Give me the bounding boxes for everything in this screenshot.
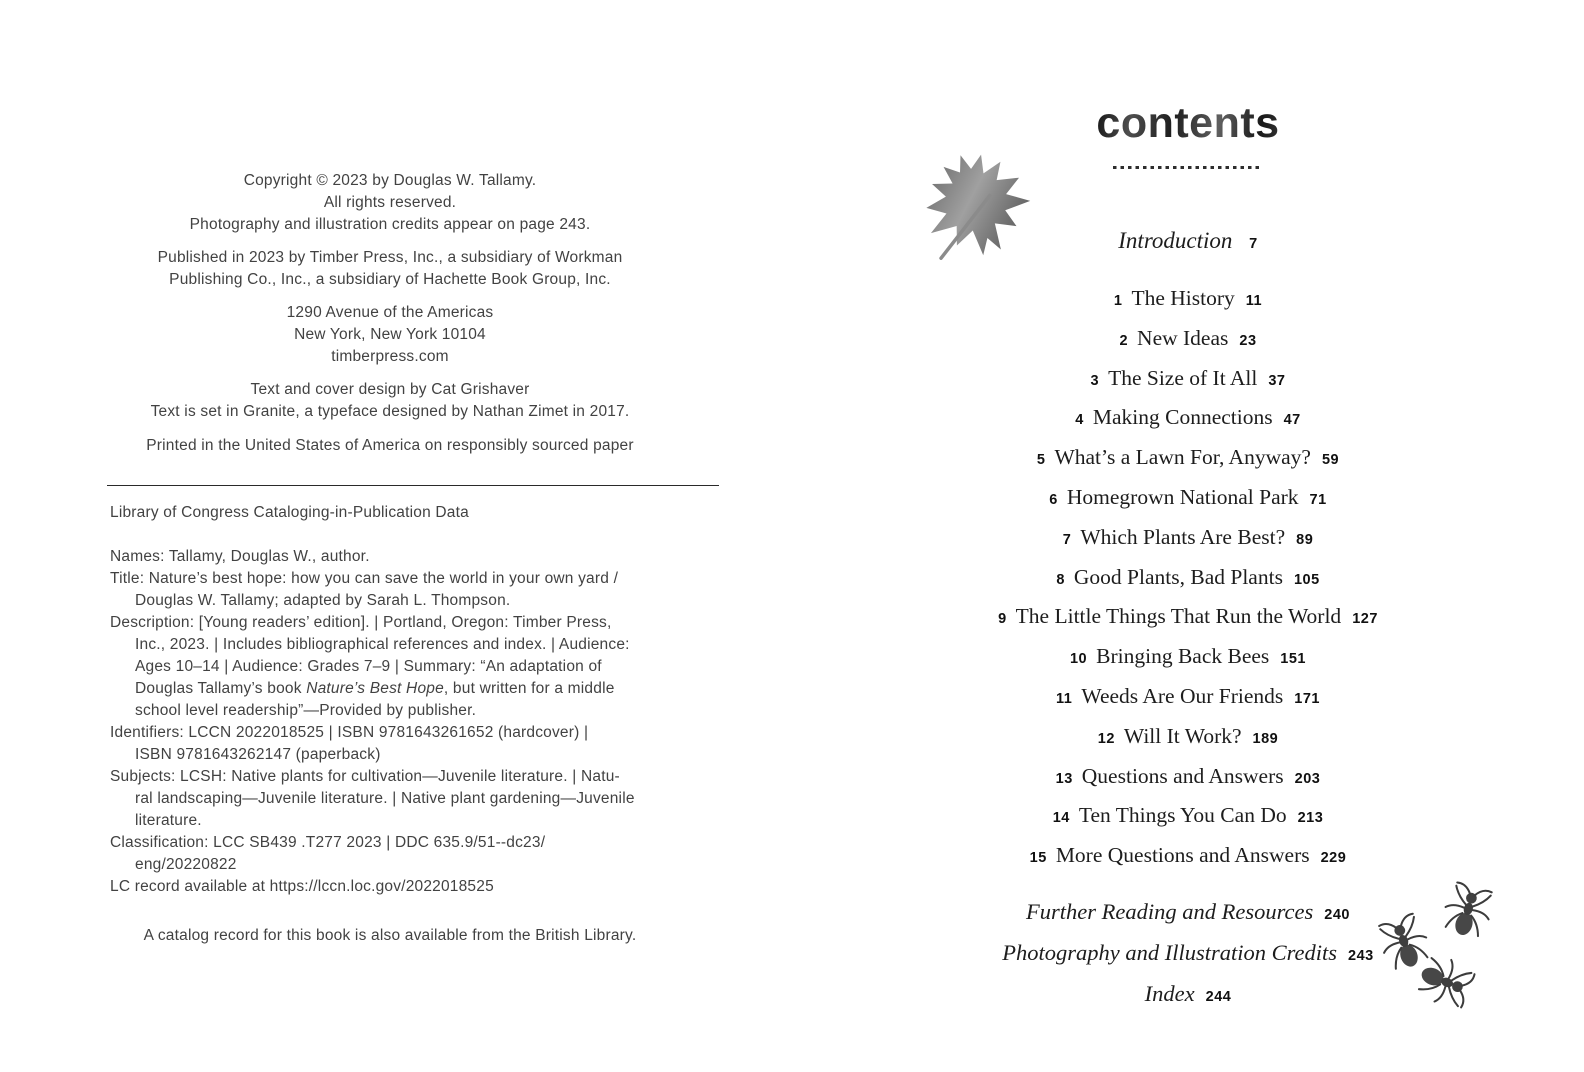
- text-line: 1290 Avenue of the Americas: [286, 304, 494, 321]
- chapter-title: Weeds Are Our Friends: [1081, 683, 1284, 708]
- book-title-italic: Nature’s Best Hope: [306, 680, 444, 697]
- chapter-number: 2: [1119, 332, 1129, 349]
- chapter-title: More Questions and Answers: [1055, 843, 1310, 868]
- chapter-title: Good Plants, Bad Plants: [1073, 564, 1283, 589]
- endmatter-page: 243: [1348, 947, 1374, 964]
- chapter-page: 59: [1321, 452, 1340, 469]
- lc-line: [110, 700, 670, 722]
- endmatter-title: Index: [1144, 980, 1195, 1006]
- chapter-page: 189: [1252, 730, 1279, 747]
- chapter-number: 3: [1090, 372, 1100, 389]
- chapter-title: The Size of It All: [1108, 365, 1258, 390]
- lc-text: Classification: LCC SB439 .T277 2023 | DDC 635.9/51--dc23/: [110, 834, 546, 851]
- toc-chapter-row: [792, 758, 1584, 798]
- chapter-page: 229: [1320, 850, 1347, 867]
- chapter-title: Questions and Answers: [1081, 763, 1284, 788]
- chapter-number: 15: [1029, 850, 1047, 867]
- chapter-number: 1: [1113, 293, 1123, 309]
- chapter-number: 6: [1049, 491, 1058, 508]
- chapter-page: 71: [1309, 491, 1327, 508]
- chapter-page: 171: [1294, 690, 1320, 707]
- toc-chapter-row: [792, 399, 1584, 439]
- lc-text: Title: Nature’s best hope: how you can save the world in your own yard /: [110, 570, 619, 587]
- chapter-list: [792, 280, 1584, 877]
- toc-chapter-row: [792, 320, 1584, 360]
- toc-chapter-row: [792, 678, 1584, 718]
- lc-line: [110, 744, 670, 766]
- toc-chapter-row: [792, 280, 1584, 320]
- lc-line: [110, 656, 670, 678]
- chapter-page: 203: [1294, 770, 1321, 787]
- chapter-title: New Ideas: [1137, 325, 1229, 350]
- address-block: [110, 302, 670, 368]
- text-line: Text is set in Granite, a typeface designed by Nathan Zimet in 2017.: [150, 403, 630, 420]
- chapter-page: 23: [1239, 332, 1257, 349]
- printed-line: Printed in the United States of America on responsibly sourced paper: [146, 437, 634, 454]
- text-line: New York, New York 10104: [294, 326, 486, 343]
- text-line: Published in 2023 by Timber Press, Inc., a subsidiary of Workman: [157, 249, 623, 266]
- lc-line: [110, 788, 670, 810]
- lc-text: , but written for a middle: [443, 680, 615, 697]
- chapter-number: 10: [1069, 651, 1088, 668]
- lc-line: [110, 612, 670, 634]
- british-library-line: A catalog record for this book is also available from the British Library.: [143, 927, 637, 944]
- publisher-block: [110, 247, 670, 291]
- lc-cataloging-block: [110, 546, 670, 898]
- toc-chapter-row: [792, 559, 1584, 599]
- chapter-page: 89: [1296, 531, 1314, 548]
- chapter-number: 7: [1062, 531, 1072, 548]
- chapter-number: 8: [1056, 571, 1065, 588]
- text-line: Photography and illustration credits appear on page 243.: [189, 216, 591, 233]
- chapter-title: Making Connections: [1092, 405, 1273, 430]
- chapter-number: 14: [1052, 810, 1070, 827]
- text-line: Publishing Co., Inc., a subsidiary of Hachette Book Group, Inc.: [169, 271, 611, 288]
- lc-line: [110, 722, 670, 744]
- chapter-number: 11: [1056, 690, 1073, 707]
- chapter-page: 151: [1280, 651, 1306, 668]
- lc-line: [110, 832, 670, 854]
- horizontal-rule: [107, 485, 719, 486]
- lc-text: Identifiers: LCCN 2022018525 | ISBN 9781643261652 (hardcover) |: [110, 724, 589, 741]
- chapter-number: 5: [1036, 452, 1046, 469]
- chapter-page: 127: [1352, 611, 1378, 628]
- lc-line: [110, 590, 670, 612]
- page-title: contents: [1096, 99, 1280, 147]
- chapter-page: 47: [1283, 412, 1301, 429]
- toc-chapter-row: [792, 638, 1584, 678]
- chapter-page: 105: [1293, 571, 1320, 588]
- lc-text: LC record available at https://lccn.loc.gov/2022018525: [110, 878, 494, 895]
- chapter-title: Will It Work?: [1123, 723, 1242, 748]
- toc-chapter-row: [792, 718, 1584, 758]
- lc-text: Ages 10–14 | Audience: Grades 7–9 | Summary: “An adaptation of: [135, 658, 602, 675]
- chapter-title: Ten Things You Can Do: [1078, 803, 1287, 828]
- chapter-title: Which Plants Are Best?: [1080, 524, 1286, 549]
- chapter-title: What’s a Lawn For, Anyway?: [1054, 445, 1311, 470]
- toc-chapter-row: [792, 797, 1584, 837]
- text-line: Text and cover design by Cat Grishaver: [250, 381, 530, 398]
- chapter-page: 11: [1245, 293, 1263, 309]
- toc-chapter-row: [792, 360, 1584, 400]
- chapter-title: Homegrown National Park: [1066, 484, 1299, 509]
- lc-text: Douglas Tallamy’s book: [135, 680, 307, 697]
- lc-text: literature.: [135, 812, 202, 829]
- ants-icon: [1368, 866, 1528, 1036]
- chapter-title: The Little Things That Run the World: [1015, 604, 1342, 629]
- chapter-title: The History: [1131, 286, 1235, 310]
- toc-chapter-row: [792, 479, 1584, 519]
- lc-text: school level readership”—Provided by publisher.: [135, 702, 477, 719]
- lc-text: Inc., 2023. | Includes bibliographical references and index. | Audience:: [135, 636, 630, 653]
- toc-entry-label: Introduction: [1118, 228, 1233, 253]
- lc-text: Douglas W. Tallamy; adapted by Sarah L. Thompson.: [135, 592, 511, 609]
- chapter-number: 9: [998, 611, 1007, 628]
- copyright-block: [110, 170, 670, 236]
- dotted-divider: [1113, 166, 1263, 169]
- lc-line: [110, 854, 670, 876]
- copyright-column: [110, 170, 670, 947]
- lc-line: [110, 568, 670, 590]
- lc-text: eng/20220822: [135, 856, 237, 873]
- chapter-number: 13: [1055, 770, 1073, 787]
- endmatter-page: 244: [1205, 988, 1232, 1005]
- lc-text: Description: [Young readers’ edition]. | Portland, Oregon: Timber Press,: [110, 614, 612, 631]
- endmatter-title: Further Reading and Resources: [1026, 898, 1314, 924]
- lc-text: Names: Tallamy, Douglas W., author.: [110, 548, 370, 565]
- lc-text: ISBN 9781643262147 (paperback): [135, 746, 381, 763]
- toc-chapter-row: [792, 439, 1584, 479]
- lc-text: Subjects: LCSH: Native plants for cultivation—Juvenile literature. | Natu-: [110, 768, 620, 785]
- toc-introduction: [792, 222, 1584, 263]
- endmatter-page: 240: [1324, 906, 1350, 923]
- text-line: Copyright © 2023 by Douglas W. Tallamy.: [243, 172, 537, 189]
- lc-line: [110, 810, 670, 832]
- lc-text: ral landscaping—Juvenile literature. | Native plant gardening—Juvenile: [135, 790, 635, 807]
- chapter-page: 37: [1268, 372, 1286, 389]
- lc-heading: Library of Congress Cataloging-in-Publication Data: [110, 504, 469, 521]
- chapter-page: 213: [1297, 810, 1324, 827]
- lc-line: [110, 876, 670, 898]
- endmatter-title: Photography and Illustration Credits: [1002, 939, 1338, 965]
- lc-line: [110, 678, 670, 700]
- lc-line: [110, 766, 670, 788]
- chapter-number: 4: [1075, 412, 1084, 429]
- chapter-number: 12: [1097, 730, 1115, 747]
- toc-chapter-row: [792, 598, 1584, 638]
- text-line: All rights reserved.: [323, 194, 457, 211]
- text-line: timberpress.com: [331, 348, 449, 365]
- toc-chapter-row: [792, 519, 1584, 559]
- lc-line: [110, 634, 670, 656]
- design-block: [110, 379, 670, 423]
- toc-entry-page: 7: [1249, 236, 1258, 252]
- lc-line: [110, 546, 670, 568]
- chapter-title: Bringing Back Bees: [1096, 644, 1270, 669]
